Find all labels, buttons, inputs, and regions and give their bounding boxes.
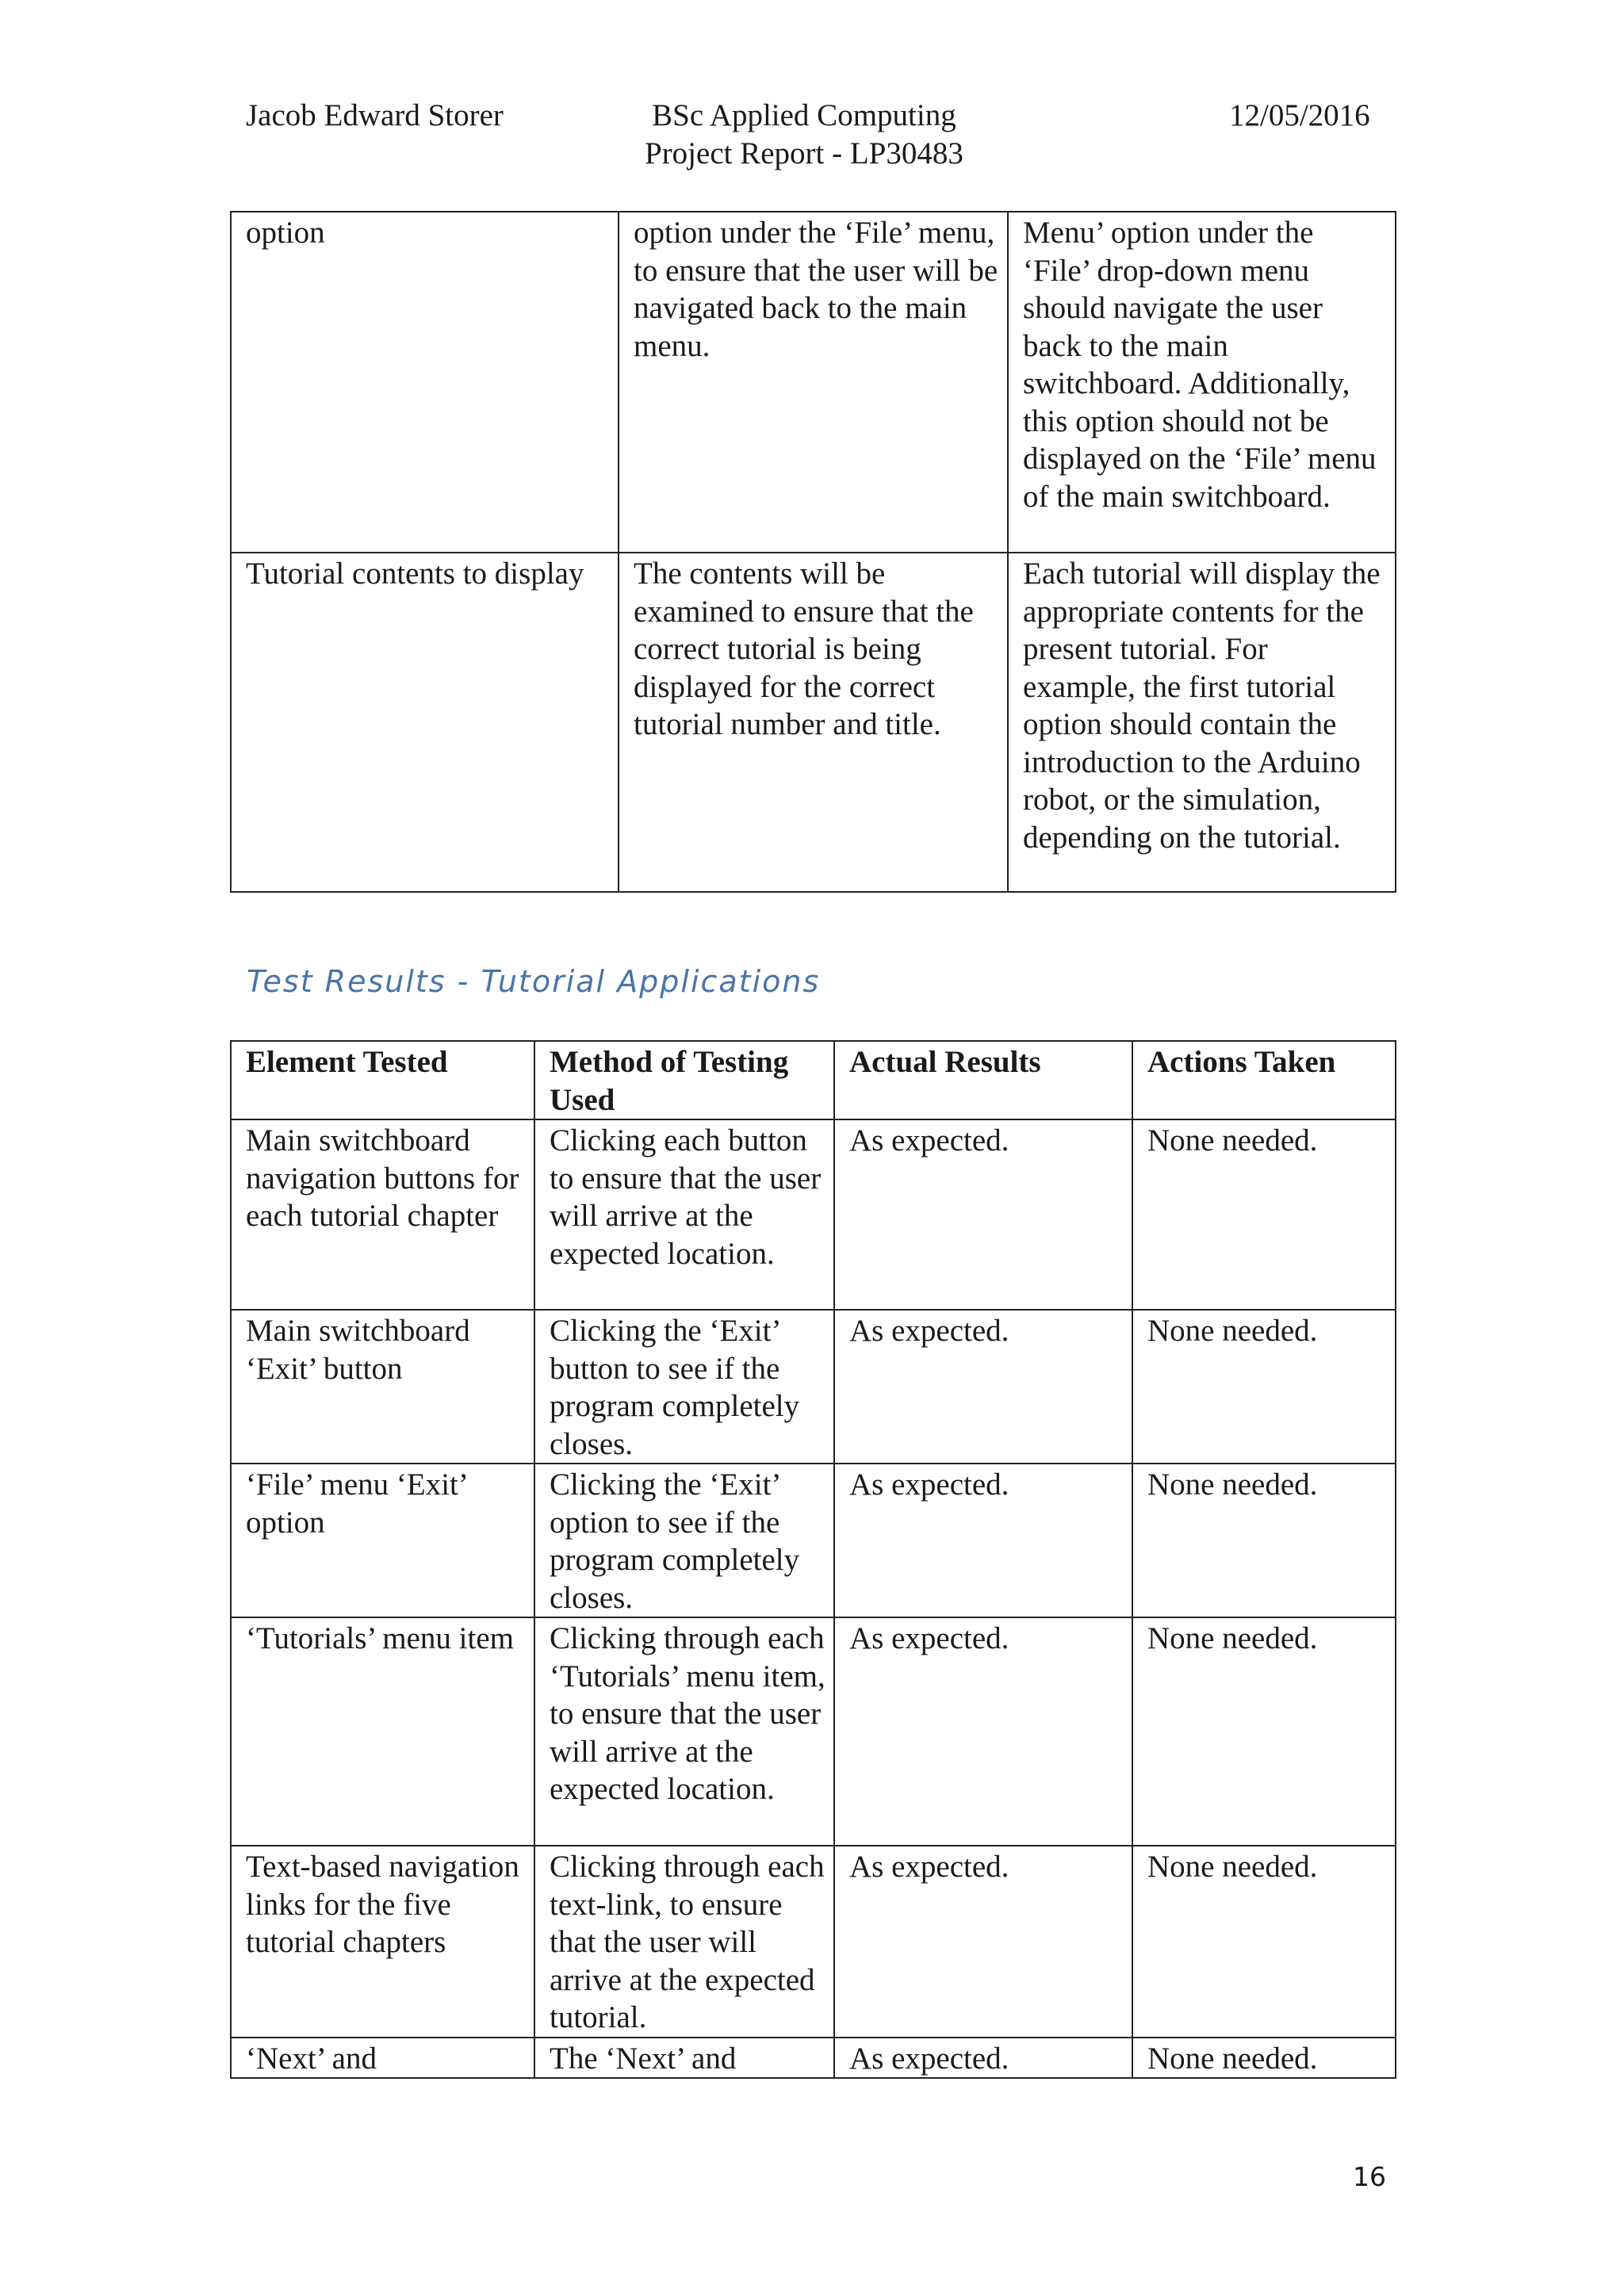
table-cell: Menu’ option under the ‘File’ drop-down menu should navigate the user back to the main switchboard. Additionally, this option should not be displayed on the ‘File’ menu of the main switchboard. <box>1008 212 1396 553</box>
table-row <box>231 1119 1396 1310</box>
table-cell: Tutorial contents to display <box>231 553 619 892</box>
method-cell: The ‘Next’ and <box>534 2038 834 2079</box>
table-row <box>231 1617 1396 1846</box>
action-taken-cell: None needed. <box>1132 1119 1396 1310</box>
action-taken-cell: None needed. <box>1132 1464 1396 1617</box>
header-course <box>645 97 963 173</box>
test-results-table <box>230 1040 1396 2079</box>
action-taken-cell: None needed. <box>1132 1617 1396 1846</box>
column-header: Actual Results <box>834 1041 1132 1119</box>
header-course-line2: Project Report - LP30483 <box>645 136 963 170</box>
element-tested-cell: Main switchboard navigation buttons for each tutorial chapter <box>231 1119 534 1310</box>
method-cell: Clicking the ‘Exit’ option to see if the program completely closes. <box>534 1464 834 1617</box>
table-cell: The contents will be examined to ensure that the correct tutorial is being displayed for the correct tutorial number and title. <box>619 553 1008 892</box>
actual-result-cell: As expected. <box>834 1310 1132 1464</box>
table-cell: option <box>231 212 619 553</box>
section-heading: Test Results - Tutorial Applications <box>247 964 821 999</box>
header-course-line1: BSc Applied Computing <box>652 98 956 132</box>
actual-result-cell: As expected. <box>834 1846 1132 2038</box>
action-taken-cell: None needed. <box>1132 1310 1396 1464</box>
action-taken-cell: None needed. <box>1132 1846 1396 2038</box>
action-taken-cell: None needed. <box>1132 2038 1396 2079</box>
method-cell: Clicking the ‘Exit’ button to see if the program completely closes. <box>534 1310 834 1464</box>
method-cell: Clicking through each ‘Tutorials’ menu item, to ensure that the user will arrive at the expected location. <box>534 1617 834 1846</box>
method-cell: Clicking through each text-link, to ensure that the user will arrive at the expected tutorial. <box>534 1846 834 2038</box>
table-row <box>231 2038 1396 2079</box>
table-row <box>231 1464 1396 1617</box>
table-cell: option under the ‘File’ menu, to ensure that the user will be navigated back to the main menu. <box>619 212 1008 553</box>
table-row <box>231 553 1396 892</box>
element-tested-cell: ‘Next’ and <box>231 2038 534 2079</box>
actual-result-cell: As expected. <box>834 1464 1132 1617</box>
table-row <box>231 212 1396 553</box>
element-tested-cell: ‘File’ menu ‘Exit’ option <box>231 1464 534 1617</box>
column-header: Actions Taken <box>1132 1041 1396 1119</box>
column-header: Method of Testing Used <box>534 1041 834 1119</box>
header-author: Jacob Edward Storer <box>246 98 504 132</box>
continued-test-plan-table <box>230 211 1396 893</box>
actual-result-cell: As expected. <box>834 2038 1132 2079</box>
method-cell: Clicking each button to ensure that the user will arrive at the expected location. <box>534 1119 834 1310</box>
element-tested-cell: Main switchboard ‘Exit’ button <box>231 1310 534 1464</box>
element-tested-cell: ‘Tutorials’ menu item <box>231 1617 534 1846</box>
actual-result-cell: As expected. <box>834 1617 1132 1846</box>
page-number: 16 <box>1353 2161 1386 2192</box>
actual-result-cell: As expected. <box>834 1119 1132 1310</box>
element-tested-cell: Text-based navigation links for the five tutorial chapters <box>231 1846 534 2038</box>
table-cell: Each tutorial will display the appropriate contents for the present tutorial. For example, the first tutorial option should contain the introduction to the Arduino robot, or the simulation, depending on the tutorial. <box>1008 553 1396 892</box>
header-date: 12/05/2016 <box>1229 98 1370 132</box>
column-header: Element Tested <box>231 1041 534 1119</box>
table-header-row <box>231 1041 1396 1119</box>
table-row <box>231 1846 1396 2038</box>
table-row <box>231 1310 1396 1464</box>
